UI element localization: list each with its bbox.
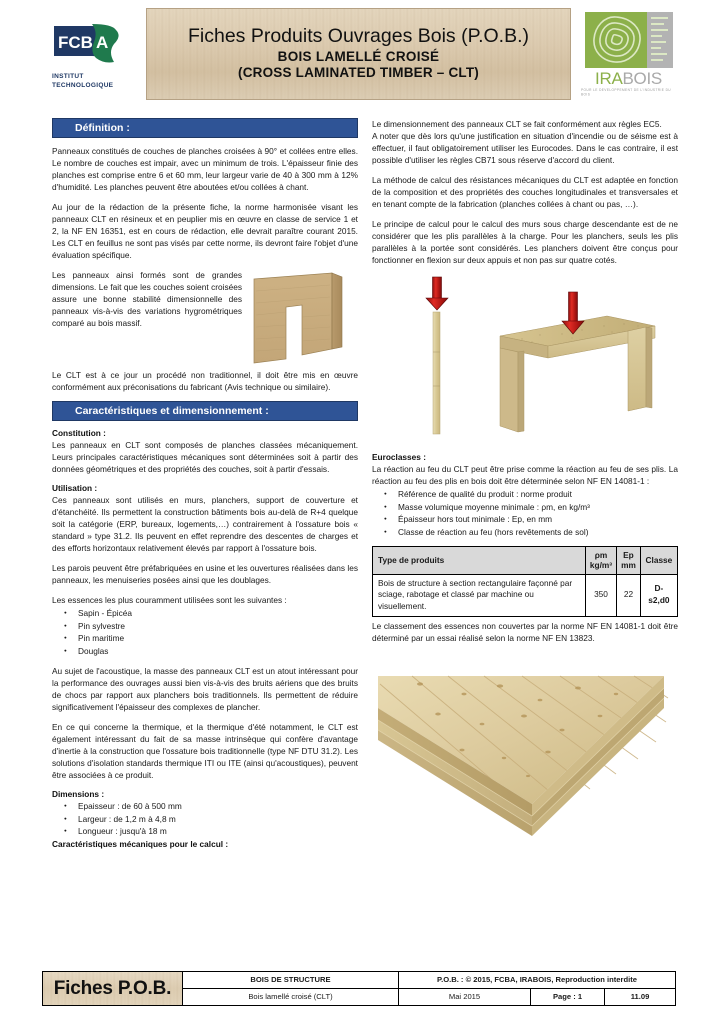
utilisation-paragraph-2: Les parois peuvent être préfabriquées en usine et les ouvertures réalisées dans les panneaux, les menuiseries posées ainsi que les doublages.	[52, 563, 358, 586]
cell-thickness-value: 22	[617, 574, 641, 616]
list-item: ● Epaisseur : de 60 à 500 mm	[78, 800, 358, 812]
footer-cell-copyright: P.O.B. : © 2015, FCBA, IRABOIS, Reproduction interdite	[399, 972, 675, 989]
column-header-class: Classe	[640, 546, 677, 574]
euroclasses-footnote: Le classement des essences non couvertes par la norme NF EN 14081-1 doit être déterminé par un essai réalisé selon la norme NF EN 13823.	[372, 620, 678, 643]
label-constitution: Constitution :	[52, 428, 106, 439]
list-item: ● Douglas	[78, 645, 358, 657]
section-heading-definition: Définition :	[52, 118, 358, 138]
document-header	[10, 8, 714, 100]
footer-table	[183, 972, 675, 1005]
portal-frame-specimen	[500, 316, 655, 432]
document-subtitle-en: (CROSS LAMINATED TIMBER – CLT)	[238, 65, 479, 81]
definition-paragraph-3: Les panneaux ainsi formés sont de grandes dimensions. Le fait que les couches soient croisées assure une bonne stabilité dimensionnelle des panneaux vis-à-vis des variations hygrométriques comparé au bois massif.	[52, 270, 242, 329]
sizing-paragraph-2: A noter que dès lors qu'une justification en situation d'incendie ou de séisme est à effectuer, il faut obligatoirement utiliser les Eurocodes. Dans le cas contraire, il est possible d'utiliser les règles CB71 sous réserve d'accord du client.	[372, 131, 678, 166]
irabois-logo	[581, 8, 676, 100]
fcba-subtitle-line2: TECHNOLOGIQUE	[52, 81, 114, 89]
list-item: ● Pin maritime	[78, 632, 358, 644]
load-direction-figure	[372, 274, 678, 446]
irabois-wordmark	[595, 70, 662, 87]
table-header-row	[373, 546, 678, 574]
label-utilisation: Utilisation :	[52, 483, 98, 494]
list-item: ● Pin sylvestre	[78, 620, 358, 632]
label-euroclasses: Euroclasses :	[372, 452, 426, 463]
document-subtitle-fr: BOIS LAMELLÉ CROISÉ	[277, 49, 440, 65]
column-header-density	[585, 546, 616, 574]
svg-text:FCB: FCB	[58, 32, 93, 52]
irabois-tagline: POUR LE DEVELOPPEMENT DE L'INDUSTRIE DU BOIS	[581, 87, 672, 97]
species-list	[52, 607, 358, 657]
footer-cell-date: Mai 2015	[399, 989, 531, 1005]
document-footer	[42, 971, 676, 1006]
dimensions-list	[52, 800, 358, 837]
column-specimen	[433, 312, 440, 434]
footer-cell-product: Bois lamellé croisé (CLT)	[183, 989, 399, 1005]
fcba-subtitle	[52, 73, 113, 91]
irabois-logo-icon	[585, 12, 673, 68]
cell-density-value: 350	[585, 574, 616, 616]
euroclasses-bullet-list	[372, 488, 678, 538]
list-item: ● Classe de réaction au feu (hors revêtements de sol)	[398, 526, 678, 538]
utilisation-paragraph-1: Ces panneaux sont utilisés en murs, planchers, support de couverture et d'étanchéité. Ils permettent la construction bâtiments bois au-delà de R+4 quelque soit la catégorie (ERP, bureaux, logements,…) contrairement à l'ossature bois « standard » type 31.2. Ils peuvent en effet reprendre des descentes de charges et des efforts horizontaux relativement élevés par rapport à l'ossature bois.	[52, 495, 358, 554]
footer-row-top	[183, 972, 675, 989]
acoustic-paragraph: Au sujet de l'acoustique, la masse des panneaux CLT est un atout intéressant pour la performance des ouvrages aussi bien vis-à-vis des bruits aériens que des bruits de chocs par rapport aux planchers bois traditionnels. Ils permettent de réduire significativement l'épaisseur des complexes de plancher.	[52, 666, 358, 713]
left-column	[52, 118, 358, 940]
content-columns	[10, 100, 714, 940]
fcba-logo	[52, 8, 136, 100]
fcba-subtitle-line1: INSTITUT	[52, 72, 84, 80]
section-heading-characteristics: Caractéristiques et dimensionnement :	[52, 401, 358, 421]
sizing-paragraph-4: Le principe de calcul pour le calcul des murs sous charge descendante est de ne considérer que les plis parallèles à la charge. Pour les planchers, seuls les plis parallèles à la portée sont considérés. Les planchers doivent être conçus pour fonctionner en flexion sur deux appuis et non pas sur quatre cotés.	[372, 219, 678, 266]
label-dimensions: Dimensions :	[52, 789, 105, 800]
fcba-logo-icon	[52, 22, 130, 68]
definition-paragraph-1: Panneaux constitués de couches de planches croisées à 90° et collées entre elles. Le nombre de couches est impair, avec un minimum de trois. L'épaisseur finie des planches est comprise entre 6 et 60 mm, leur largeur varie de 40 à 300 mm à 12% d'humidité. Les planches peuvent être aboutées et/ou collées à chant.	[52, 146, 358, 193]
column-header-density-symbol: ρm	[594, 549, 608, 560]
list-item: ● Référence de qualité du produit : norme produit	[398, 488, 678, 500]
column-header-thickness-unit: mm	[621, 560, 636, 571]
svg-text:A: A	[96, 32, 109, 52]
irabois-word-ira: IRA	[595, 68, 623, 88]
list-item: ● Largeur : de 1,2 m à 4,8 m	[78, 813, 358, 825]
document-title: Fiches Produits Ouvrages Bois (P.O.B.)	[187, 24, 530, 47]
constitution-text: Les panneaux en CLT sont composés de planches classées mécaniquement. Leurs principales caractéristiques mécaniques sont déterminées soit à partir des données géométriques et des propriétés des couches, soit à partir d'essais.	[52, 440, 358, 475]
euroclasses-intro: La réaction au feu du CLT peut être prise comme la réaction au feu de ses plis. La réaction au feu des plis en bois doit être déterminée selon NF EN 14081-1 :	[372, 464, 678, 487]
footer-logo: Fiches P.O.B.	[43, 972, 183, 1005]
down-arrow-icon	[426, 277, 448, 310]
footer-cell-reference: 11.09	[630, 992, 650, 1002]
list-item: ● Sapin - Épicéa	[78, 607, 358, 619]
column-header-product-type: Type de produits	[373, 546, 586, 574]
list-item: ● Longueur : jusqu'à 18 m	[78, 825, 358, 837]
footer-cell-page: Page : 1	[531, 989, 605, 1005]
title-banner	[146, 8, 571, 100]
definition-paragraph-4: Le CLT est à ce jour un procédé non traditionnel, il doit être mis en œuvre conformément aux préconisations du fabricant (Avis technique ou similaire).	[52, 370, 358, 393]
right-column	[372, 118, 678, 940]
cell-product-description: Bois de structure à section rectangulaire façonné par sciage, rabotage et classé par machine ou visuellement.	[373, 574, 586, 616]
thermal-paragraph: En ce qui concerne la thermique, et la thermique d'été notamment, le CLT est également intéressant du fait de sa masse intrinsèque qui confère d'avantage d'inertie à la construction que l'ossature bois traditionnelle (type NF DTU 31.2). Les solutions d'isolation standards thermique ITI ou ITE (ainsi qu'acoustiques), peuvent être associées à ce produit.	[52, 722, 358, 781]
cell-class-value: D-s2,d0	[640, 574, 677, 616]
column-header-thickness-symbol: Ep	[623, 549, 634, 560]
species-intro: Les essences les plus couramment utilisées sont les suivantes :	[52, 595, 287, 606]
clt-panel-layers-figure	[372, 654, 672, 854]
footer-row-bottom	[183, 989, 675, 1005]
column-header-thickness	[617, 546, 641, 574]
clt-wall-panel-figure	[250, 271, 358, 367]
definition-paragraph-2: Au jour de la rédaction de la présente fiche, la norme harmonisée visant les panneaux CLT en résineux et en peuplier mis en œuvre en classe de service 1 et 2, la NF EN 16351, est en cours de rédaction, elle devrait paraître courant 2015. Les CLT en feuillus ne sont pas visés par cette norme, ils devront faire l'objet d'une évaluation spécifique.	[52, 202, 358, 261]
sizing-paragraph-3: La méthode de calcul des résistances mécaniques du CLT est adaptée en fonction de la composition et des propriétés des couches longitudinales et transversales et en tenant compte de la fabrication (planches collées à chant ou pas, …).	[372, 175, 678, 210]
column-header-density-unit: kg/m³	[589, 560, 613, 571]
label-mechanical-characteristics: Caractéristiques mécaniques pour le calcul :	[52, 838, 229, 849]
table-row	[373, 574, 678, 616]
list-item: ● Masse volumique moyenne minimale : ρm, en kg/m³	[398, 501, 678, 513]
euroclasses-table	[372, 546, 678, 617]
irabois-word-bois: BOIS	[622, 68, 662, 88]
sizing-paragraph-1: Le dimensionnement des panneaux CLT se fait conformément aux règles EC5.	[372, 119, 662, 129]
list-item: ● Épaisseur hors tout minimale : Ep, en mm	[398, 513, 678, 525]
footer-cell-product-family: BOIS DE STRUCTURE	[183, 972, 399, 989]
